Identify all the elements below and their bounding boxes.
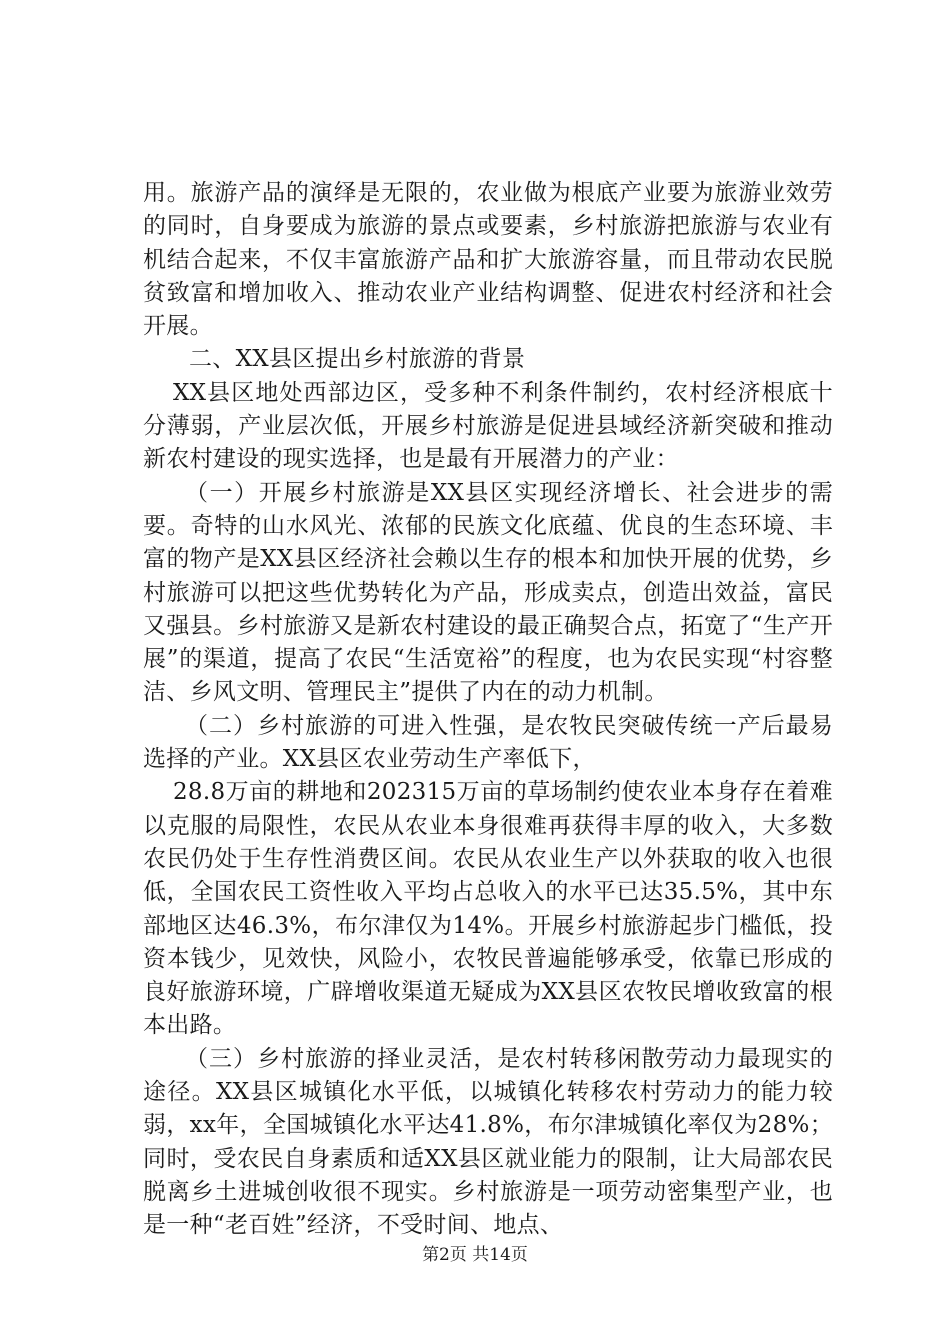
paragraph-point-two-continued: 28.8万亩的耕地和202315万亩的草场制约使农业本身存在着难以克服的局限性，农民从农业本身很难再获得丰厚的收入，大多数农民仍处于生存性消费区间。农民从农业生产以外获取的收入也很低，全国农民工资性收入平均占总收入的水平已达35.5%，其中东部地区达46.3%，布尔津仅为14%。开展乡村旅游起步门槛低，投资本钱少，见效快，风险小，农牧民普遍能够承受，依靠已形成的良好旅游环境，广辟增收渠道无疑成为XX县区农牧民增收致富的根本出路。 (143, 779, 833, 1039)
paragraph-point-two: （二）乡村旅游的可进入性强，是农牧民突破传统一产后最易选择的产业。XX县区农业劳动生产率低下， (143, 712, 833, 773)
section-heading: 二、XX县区提出乡村旅游的背景 (189, 346, 526, 373)
paragraph-background: XX县区地处西部边区，受多种不利条件制约，农村经济根底十分薄弱，产业层次低，开展乡村旅游是促进县域经济新突破和推动新农村建设的现实选择，也是最有开展潜力的产业： (143, 379, 833, 473)
paragraph-point-three: （三）乡村旅游的择业灵活，是农村转移闲散劳动力最现实的途径。XX县区城镇化水平低，以城镇化转移农村劳动力的能力较弱，xx年，全国城镇化水平达41.8%，布尔津城镇化率仅为28%；同时，受农民自身素质和适XX县区就业能力的限制，让大局部农民脱离乡土进城创收很不现实。乡村旅游是一项劳动密集型产业，也是一种“老百姓”经济，不受时间、地点、 (143, 1045, 833, 1239)
paragraph-continuation: 用。旅游产品的演绎是无限的，农业做为根底产业要为旅游业效劳的同时，自身要成为旅游的景点或要素，乡村旅游把旅游与农业有机结合起来，不仅丰富旅游产品和扩大旅游容量，而且带动农民脱贫致富和增加收入、推动农业产业结构调整、促进农村经济和社会开展。 (143, 180, 833, 340)
document-body (143, 177, 833, 1243)
paragraph-point-one: （一）开展乡村旅游是XX县区实现经济增长、社会进步的需要。奇特的山水风光、浓郁的民族文化底蕴、优良的生态环境、丰富的物产是XX县区经济社会赖以生存的根本和加快开展的优势，乡村旅游可以把这些优势转化为产品，形成卖点，创造出效益，富民又强县。乡村旅游又是新农村建设的最正确契合点，拓宽了“生产开展”的渠道，提高了农民“生活宽裕”的程度，也为农民实现“村容整洁、乡风文明、管理民主”提供了内在的动力机制。 (143, 479, 833, 706)
page-number-footer: 第2页 共14页 (422, 1245, 528, 1265)
